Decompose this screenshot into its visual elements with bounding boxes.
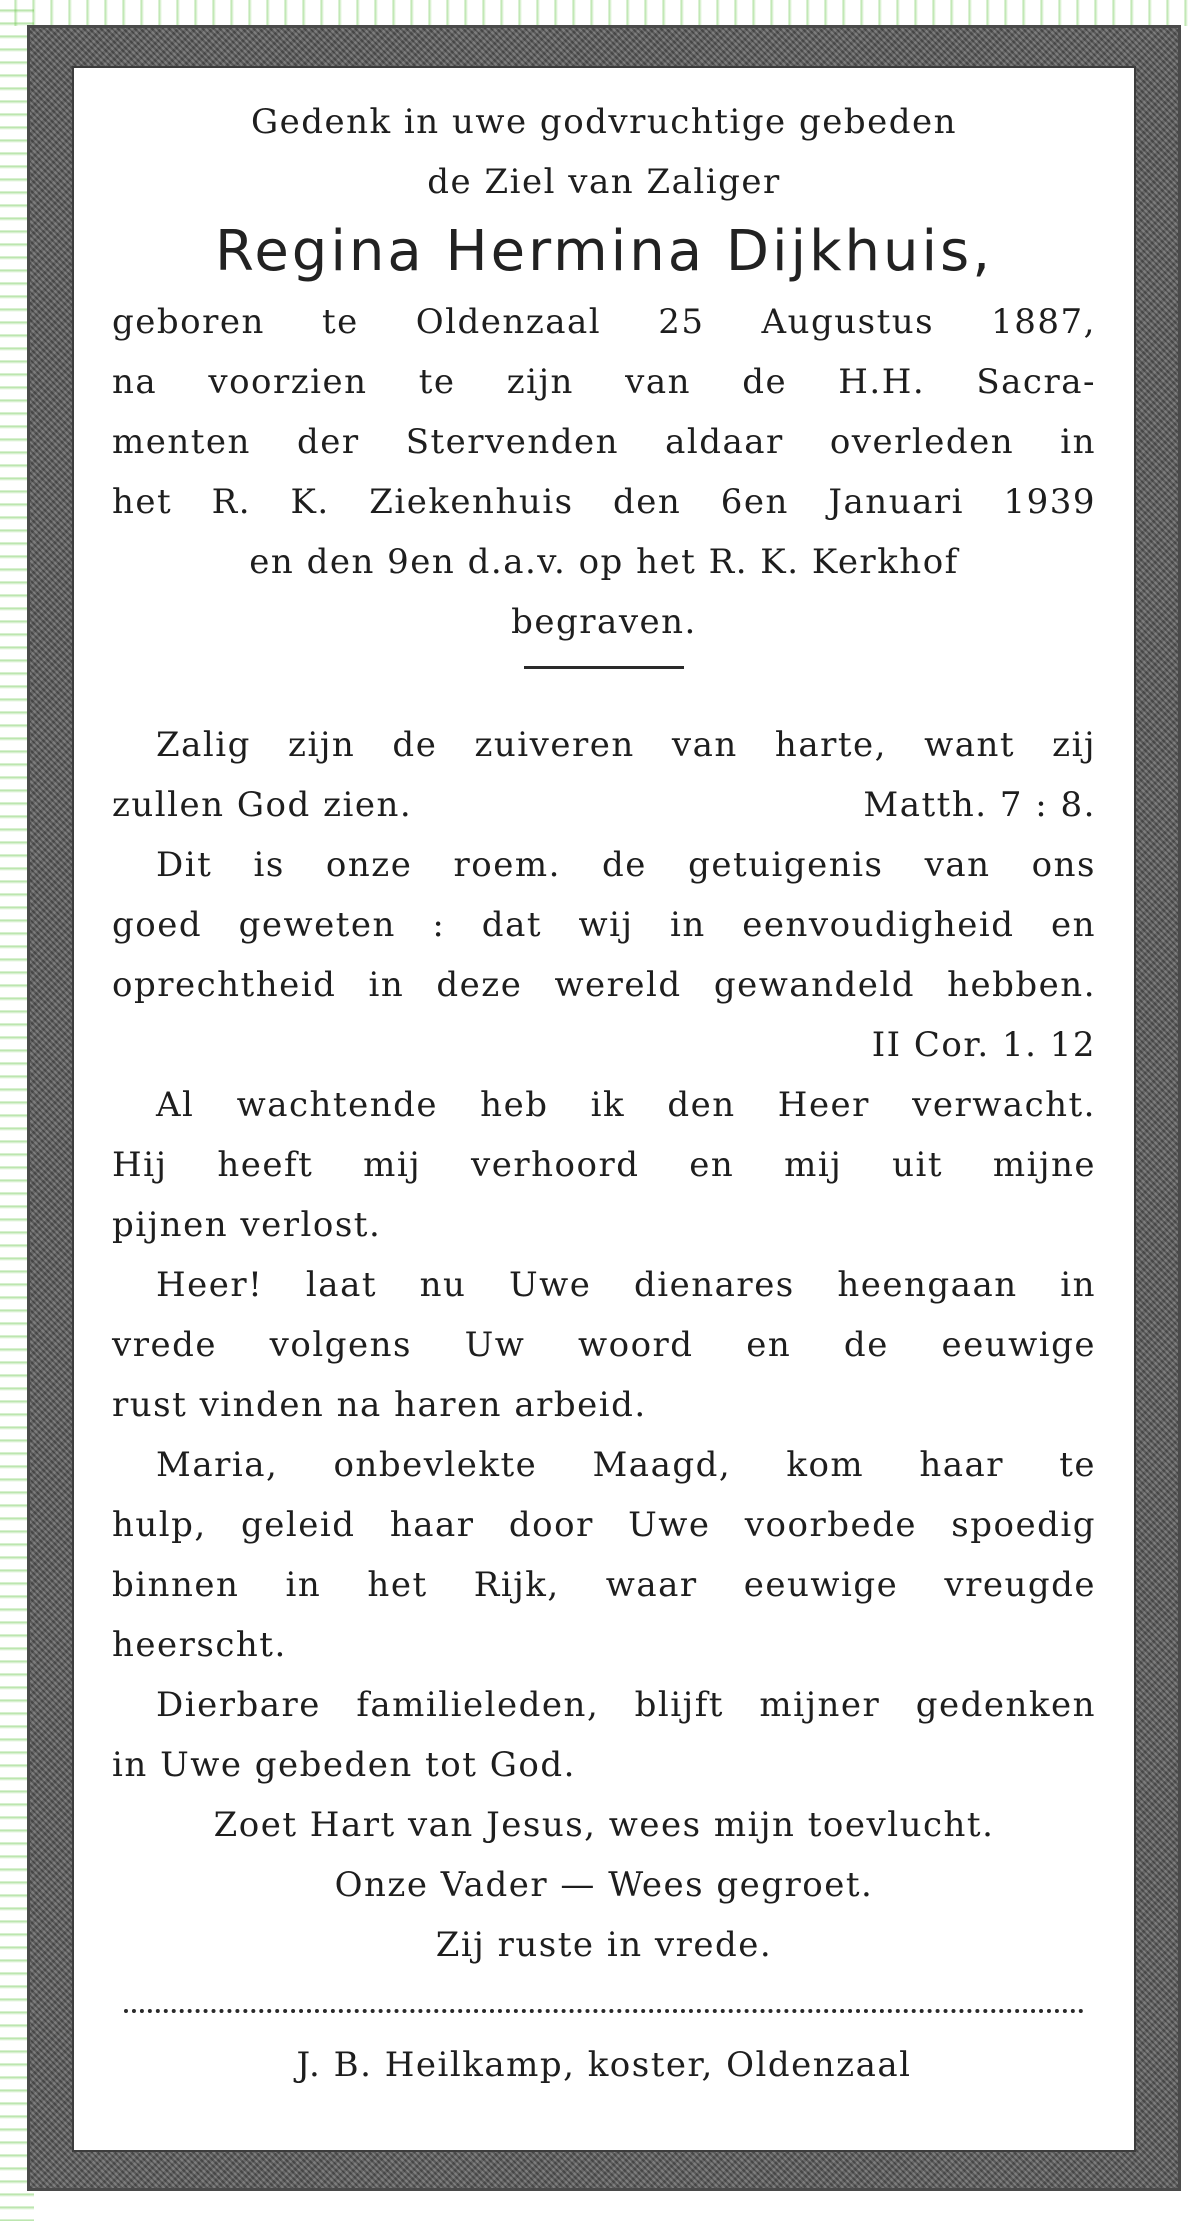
verse-6-line-2: in Uwe gebeden tot God. (112, 1745, 576, 1785)
verse-1-line-1: Zalig zijn de zuiveren van harte, want zij (156, 725, 1096, 765)
verse-1-reference: Matth. 7 : 8. (863, 785, 1096, 825)
heading-line-1: Gedenk in uwe godvruchtige gebeden (250, 102, 958, 142)
verse-5-line-2: hulp, geleid haar door Uwe voorbede spoedig (112, 1505, 1096, 1545)
closing-line-2: Onze Vader — Wees gegroet. (334, 1865, 874, 1905)
closing-line-3: Zij ruste in vrede. (435, 1925, 773, 1965)
verse-6-line-1: Dierbare familieleden, blijft mijner gedenken (156, 1685, 1096, 1725)
verse-2-line-2: goed geweten : dat wij in eenvoudigheid en (112, 905, 1096, 945)
memorial-card (72, 66, 1136, 2152)
section-divider (524, 666, 684, 669)
verse-1-line-2 (112, 775, 1096, 835)
verse-5-line-1: Maria, onbevlekte Maagd, kom haar te (156, 1445, 1096, 1485)
verse-4-line-1: Heer! laat nu Uwe dienares heengaan in (156, 1265, 1096, 1305)
verse-2-line-3: oprechtheid in deze wereld gewandeld hebben. (112, 965, 1096, 1005)
bio-line-4: het R. K. Ziekenhuis den 6en Januari 1939 (112, 482, 1096, 522)
closing-line-1: Zoet Hart van Jesus, wees mijn toevlucht. (213, 1805, 995, 1845)
footer-dotted-divider (124, 2009, 1084, 2013)
bio-line-2: na voorzien te zijn van de H.H. Sacra- (112, 362, 1096, 402)
deceased-name: Regina Hermina Dijkhuis, (214, 219, 994, 284)
verse-3-line-2: Hij heeft mij verhoord en mij uit mijne (112, 1145, 1096, 1185)
verse-3-line-3: pijnen verlost. (112, 1205, 382, 1245)
verse-1-text: zullen God zien. (112, 785, 413, 825)
bio-line-5: en den 9en d.a.v. op het R. K. Kerkhof (249, 542, 959, 582)
bio-line-6: begraven. (511, 602, 697, 642)
verse-4-line-2: vrede volgens Uw woord en de eeuwige (112, 1325, 1096, 1365)
scanner-edge-top (0, 0, 1200, 26)
printer-credit: J. B. Heilkamp, koster, Oldenzaal (296, 2045, 912, 2085)
scanner-edge-left (0, 0, 34, 2221)
verse-2-reference: II Cor. 1. 12 (871, 1025, 1096, 1065)
bio-line-1: geboren te Oldenzaal 25 Augustus 1887, (112, 302, 1096, 342)
card-content (112, 92, 1096, 2095)
verse-4-line-3: rust vinden na haren arbeid. (112, 1385, 647, 1425)
verse-3-line-1: Al wachtende heb ik den Heer verwacht. (156, 1085, 1096, 1125)
heading-line-2: de Ziel van Zaliger (427, 162, 781, 202)
verse-5-line-4: heerscht. (112, 1625, 287, 1665)
memorial-card-border (30, 28, 1178, 2188)
bio-line-3: menten der Stervenden aldaar overleden in (112, 422, 1096, 462)
verse-2-line-1: Dit is onze roem. de getuigenis van ons (156, 845, 1096, 885)
verse-5-line-3: binnen in het Rijk, waar eeuwige vreugde (112, 1565, 1096, 1605)
